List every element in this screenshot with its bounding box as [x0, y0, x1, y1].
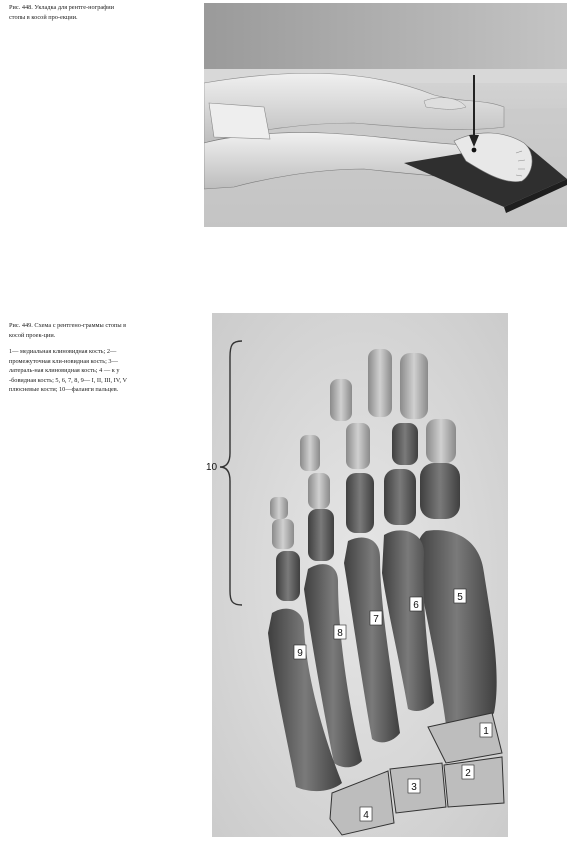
label-5: 5	[457, 592, 463, 603]
label-9: 9	[297, 648, 303, 659]
figure-449-caption	[9, 321, 133, 395]
label-8: 8	[337, 628, 343, 639]
label-3: 3	[411, 782, 417, 793]
label-4: 4	[363, 810, 369, 821]
label-7: 7	[373, 614, 379, 625]
label-6: 6	[413, 600, 419, 611]
figure-448-photo	[204, 3, 567, 227]
figure-448-caption: Рис. 448. Укладка для рентге-нографии стопы в косой про-екции.	[9, 4, 114, 21]
label-1: 1	[483, 726, 489, 737]
label-2: 2	[465, 768, 471, 779]
figure-449-xray	[212, 313, 508, 837]
label-10: 10	[206, 462, 218, 473]
figure-449-title: Рис. 449. Схема с рентгено-граммы стопы в косой проек-ции.	[9, 322, 127, 339]
figure-449-legend: 1— медиальная клиновидная кость; 2— промежуточная кли-новидная кость; 3— латераль-ная клиновидная кость; 4 — к у -бовидная кость; 5, 6, 7, 8, 9— I, II, III, IV, V плюсневые кости; 10—фаланги пальцев.	[9, 348, 127, 393]
